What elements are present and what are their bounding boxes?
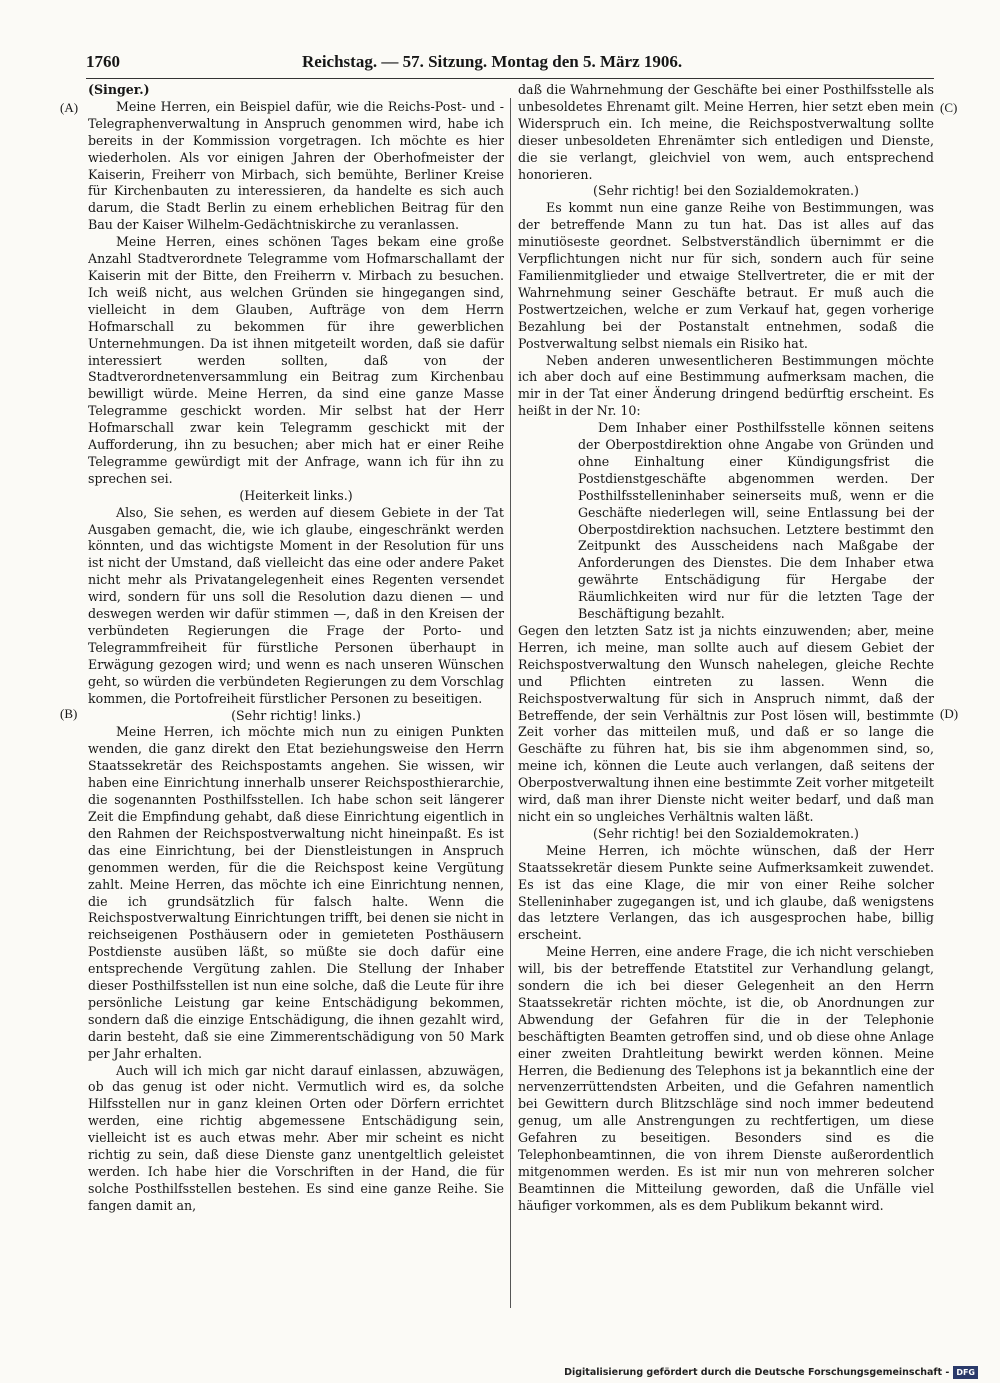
interjection: (Sehr richtig! bei den Sozialdemokraten.) <box>593 825 859 841</box>
column-divider <box>510 98 511 1308</box>
interjection: (Sehr richtig! links.) <box>231 707 361 723</box>
page-number: 1760 <box>86 52 120 71</box>
right-column <box>518 82 934 1314</box>
quoted-regulation: Dem Inhaber einer Posthilfsstelle können seitens der Oberpostdirektion ohne Angabe von Gründen und ohne Einhaltung einer Kündigungsfrist die Postdienstgeschäfte abgenommen werden. Der Posthilfsstelleninhaber seinerseits muß, wenn er die Geschäfte niederlegen will, seine Entlassung bei der Oberpostdirektion nachsuchen. Letztere bestimmt den Zeitpunkt des Ausscheidens nach Maßgabe der Anforderungen des Dienstes. Die dem Inhaber etwa gewährte Entschädigung für Hergabe der Räumlichkeiten wird nur für die letzten Tage der Beschäftigung bezahlt. <box>578 420 934 622</box>
paragraph: Meine Herren, ein Beispiel dafür, wie die Reichs-Post- und -Telegraphenverwaltung in Anspruch genommen wird, habe ich bereits in der Kommission vorgetragen. Ich möchte es hier wiederholen. Als vor einigen Jahren der Oberhofmeister der Kaiserin, Freiherr von Mirbach, sich bemühte, Berliner Kreise für Kirchenbauten zu interessieren, da handelte es sich auch darum, die Stadt Berlin zu einem erheblichen Beitrag für den Bau der Kaiser Wilhelm-Gedächtniskirche zu veranlassen. <box>88 98 504 233</box>
margin-marker-d: (D) <box>940 706 959 721</box>
interjection: (Sehr richtig! bei den Sozialdemokraten.) <box>593 183 859 199</box>
paragraph: Auch will ich mich gar nicht darauf einlassen, abzuwägen, ob das genug ist oder nicht. Vermutlich wird es, da solche Hilfsstellen nur in ganz kleinen Orten oder Dörfern errichtet werden, eine richtig abgemessene Entschädigung sein, vielleicht ist es auch etwas mehr. Aber mir scheint es nicht richtig zu sein, daß diese Dienste ganz unentgeltlich geleistet werden. Ich habe hier die Vorschriften in der Hand, die für solche Posthilfsstellen bestehen. Es sind eine ganze Reihe. Sie fangen damit an, <box>88 1062 504 1213</box>
paragraph: Gegen den letzten Satz ist ja nichts einzuwenden; aber, meine Herren, ich meine, man sollte auch auf diesem Gebiet der Reichspostverwaltung den Wunsch nahelegen, gleiche Rechte und Pflichten eintreten zu lassen. Wenn die Reichspostverwaltung für sich in Anspruch nimmt, daß der Betreffende, der sein Verhältnis zur Post lösen will, bestimmte Zeit vorher das mitteilen muß, und daß er so lange die Geschäfte zu führen hat, bis sie ihm abgenommen sind, so, meine ich, können die Leute auch verlangen, daß seitens der Oberpostverwaltung ihnen eine bestimmte Zeit vorher mitgeteilt wird, daß man ihrer Dienste nicht weiter bedarf, und daß man nicht ein so ungleiches Verhältnis walten läßt. <box>518 623 934 824</box>
speaker-name: (Singer.) <box>88 82 150 97</box>
footer-credit: Digitalisierung gefördert durch die Deutsche Forschungsgemeinschaft - <box>564 1366 950 1378</box>
page-header <box>86 52 934 78</box>
paragraph: daß die Wahrnehmung der Geschäfte bei einer Posthilfsstelle als unbesoldetes Ehrenamt gilt. Meine Herren, hier setzt eben mein Widerspruch ein. Ich meine, die Reichspostverwaltung sollte dieser unbesoldeten Ehrenämter sich entledigen und Dienste, die sie verlangt, gleichviel von wem, auch entsprechend honorieren. <box>518 82 934 182</box>
running-title: Reichstag. — 57. Sitzung. Montag den 5. März 1906. <box>302 52 683 71</box>
dfg-logo-icon: DFG <box>953 1366 978 1379</box>
paragraph: Also, Sie sehen, es werden auf diesem Gebiete in der Tat Ausgaben gemacht, die, wie ich glaube, eingeschränkt werden könnten, und das wichtigste Moment in der Resolution für uns ist nicht der Umstand, daß vielleicht das eine oder andere Paket nicht mehr als Privatangelegenheit eines Regenten versendet wird, sondern für uns soll die Resolution dazu dienen — und deswegen werden wir dafür stimmen —, daß in den Kreisen der verbündeten Regierungen die Frage der Porto- und Telegrammfreiheit für fürstliche Personen überhaupt in Erwägung gezogen wird; und wenn es nach unseren Wünschen geht, so würden die verbündeten Regierungen zu dem Vorschlag kommen, die Portofreiheit fürstlicher Personen zu beseitigen. <box>88 504 504 706</box>
paragraph: Meine Herren, ich möchte wünschen, daß der Herr Staatssekretär diesem Punkte seine Aufmerksamkeit zuwendet. Es ist das eine Klage, die mir von einer Reihe solcher Stelleninhaber zugegangen ist, und ich glaube, daß wenigstens das letztere Verlangen, das ich ausgesprochen habe, billig erscheint. <box>518 842 934 943</box>
left-column-text <box>88 99 504 1215</box>
interjection: (Heiterkeit links.) <box>239 487 353 503</box>
paragraph: Meine Herren, eine andere Frage, die ich nicht verschieben will, bis der betreffende Etatstitel zur Verhandlung gelangt, sondern die ich bei dieser Gelegenheit an den Herrn Staatssekretär richten möchte, ist die, ob Anordnungen zur Abwendung der Gefahren für die in der Telephonie beschäftigten Beamten getroffen sind, und ob diese ohne Anlage einer zweiten Drahtleitung bewirkt werden können. Meine Herren, die Bedienung des Telephons ist ja bekanntlich eine der nervenzerrüttendsten Arbeiten, und die Gefahren namentlich bei Gewittern durch Blitzschläge sind noch immer bedeutend genug, um alle Anstrengungen zu rechtfertigen, um diese Gefahren zu beseitigen. Besonders sind es die Telephonbeamtinnen, die von ihrem Dienste außerordentlich mitgenommen werden. Es ist mir nun von mehreren solcher Beamtinnen die Mitteilung geworden, daß die Unfälle viel häufiger vorkommen, als es dem Publikum bekannt wird. <box>518 944 934 1213</box>
margin-marker-b: (B) <box>60 706 78 721</box>
header-rule <box>86 78 934 79</box>
margin-marker-a: (A) <box>60 100 79 115</box>
paragraph: Meine Herren, eines schönen Tages bekam eine große Anzahl Stadtverordnete Telegramme vom Hofmarschallamt der Kaiserin mit der Bitte, den Freiherrn v. Mirbach zu besuchen. Ich weiß nicht, aus welchen Gründen sie hingegangen sind, vielleicht in dem Glauben, Aufträge von dem Herrn Hofmarschall zu bekommen für ihre gewerblichen Unternehmungen. Da ist ihnen mitgeteilt worden, daß sie dafür interessiert werden sollten, daß von der Stadtverordnetenversammlung ein Beitrag zum Kirchenbau bewilligt würde. Meine Herren, da sind eine ganze Masse Telegramme geschickt worden. Mir selbst hat der Herr Hofmarschall zwar kein Telegramm geschickt mit der Aufforderung, ihn zu besuchen; aber mich hat er einer Reihe Telegramme gewürdigt mit der Anfrage, wann ich für ihn zu sprechen sei. <box>88 234 504 486</box>
left-column <box>88 82 504 1314</box>
margin-marker-c: (C) <box>940 100 958 115</box>
paragraph: Meine Herren, ich möchte mich nun zu einigen Punkten wenden, die ganz direkt den Etat beziehungsweise den Herrn Staatssekretär des Reichspostamts angehen. Sie wissen, wir haben eine Einrichtung innerhalb unserer Reichsposthierarchie, die sogenannten Posthilfsstellen. Ich habe schon seit längerer Zeit die Empfindung gehabt, daß diese Einrichtung eigentlich in den Rahmen der Reichspostverwaltung nicht hineinpaßt. Es ist das eine Einrichtung, bei der Dienstleistungen in Anspruch genommen werden, für die die Reichspost keine Vergütung zahlt. Meine Herren, das möchte ich eine Einrichtung nennen, die ich grundsätzlich für falsch halte. Wenn die Reichspostverwaltung Einrichtungen trifft, bei denen sie nicht in reichseigenen Posthäusern oder in gemieteten Posthäusern Postdienste ausüben läßt, so müßte sie doch dafür eine entsprechende Vergütung zahlen. Die Stellung der Inhaber dieser Posthilfsstellen ist nun eine solche, daß die Leute für ihre persönliche Leistung gar keine Entschädigung bekommen, sondern daß die einzige Entschädigung, die ihnen gezahlt wird, darin besteht, daß sie eine Zimmerentschädigung von 50 Mark per Jahr erhalten. <box>88 724 504 1061</box>
footer <box>564 1365 978 1379</box>
right-column-text <box>518 82 934 1215</box>
paragraph: Neben anderen unwesentlicheren Bestimmungen möchte ich aber doch auf eine Bestimmung aufmerksam machen, die mir in der Tat einer Änderung dringend bedürftig erscheint. Es heißt in der Nr. 10: <box>518 352 934 419</box>
paragraph: Es kommt nun eine ganze Reihe von Bestimmungen, was der betreffende Mann zu tun hat. Das ist alles auf das minutiöseste geordnet. Selbstverständlich übernimmt er die Verpflichtungen nicht nur für sich, sondern auch für seine Familienmitglieder und etwaige Stellvertreter, die er mit der Wahrnehmung seiner Geschäfte betraut. Er muß auch die Postwertzeichen, welche er zum Verkauf hat, gegen vorherige Bezahlung bei der Postanstalt entnehmen, sodaß die Postverwaltung selbst niemals ein Risiko hat. <box>518 200 934 351</box>
